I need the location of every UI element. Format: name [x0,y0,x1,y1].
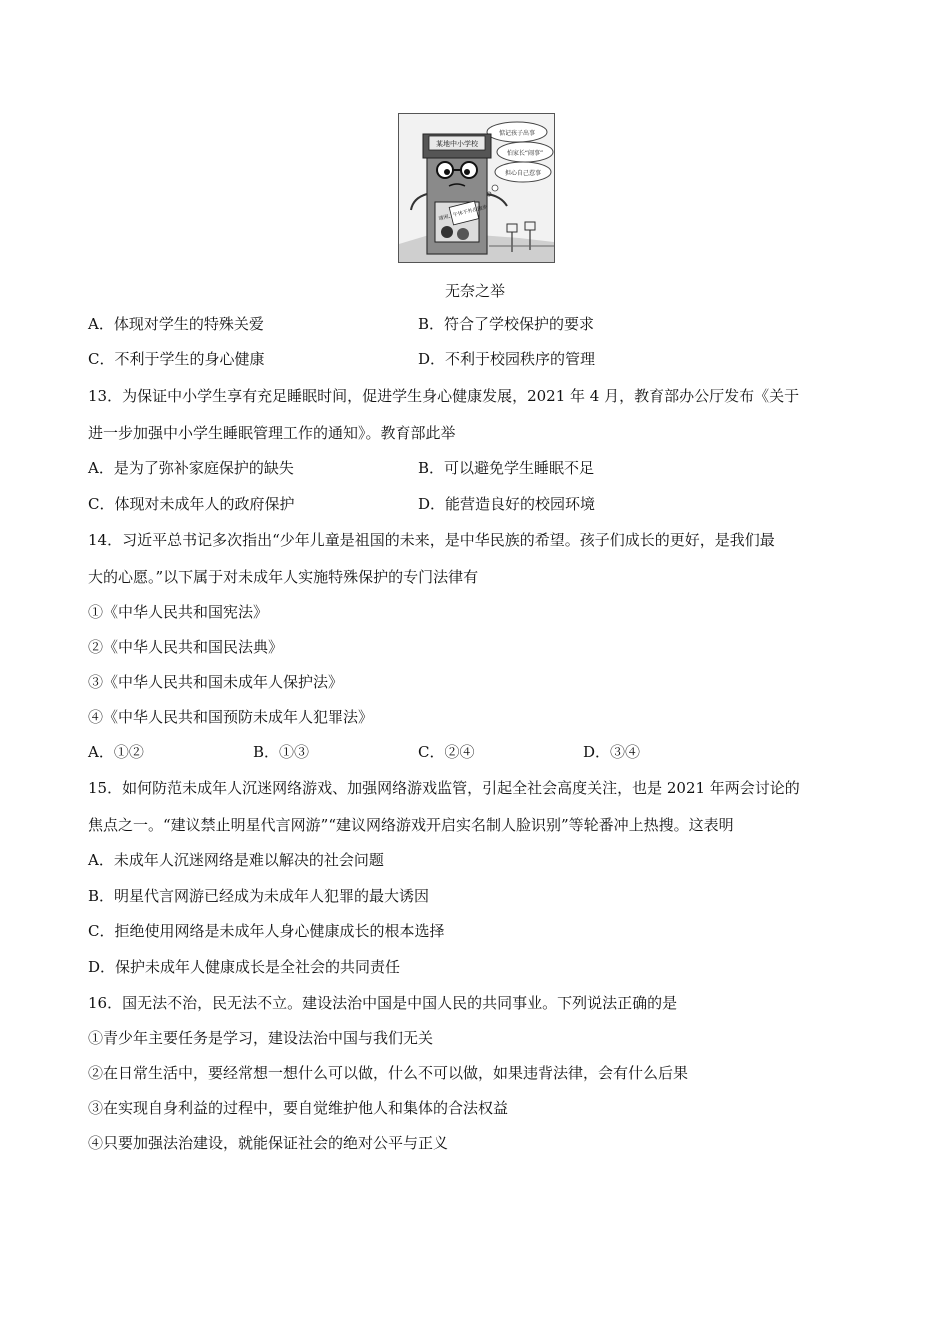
q12-option-b: B．符合了学校保护的要求 [418,315,595,333]
q12-option-d: D．不利于校园秩序的管理 [418,350,596,368]
q16-item-3: ③在实现自身利益的过程中，要自觉维护他人和集体的合法权益 [88,1099,509,1117]
bubble-text-3: 担心自己惹事 [504,170,542,177]
notice-text: 请闲、午休不外出跑步 [438,204,489,223]
q14-option-c: C．②④ [418,743,475,761]
school-guard-illustration [399,114,554,262]
q15-option-a: A．未成年人沉迷网络是难以解决的社会问题 [88,851,384,869]
q13-option-a: A．是为了弥补家庭保护的缺失 [88,459,294,477]
q13-stem-line-1: 13．为保证中小学生享有充足睡眠时间，促进学生身心健康发展，2021 年 4 月，教育部办公厅发布《关于 [88,387,800,405]
q14-item-3: ③《中华人民共和国未成年人保护法》 [88,673,344,691]
q12-option-c: C．不利于学生的身心健康 [88,350,265,368]
q13-option-c: C．体现对未成年人的政府保护 [88,495,295,513]
cartoon-figure [398,113,555,263]
q16-item-1: ①青少年主要任务是学习，建设法治中国与我们无关 [88,1029,434,1047]
bubble-text-1: 惦记孩子出事 [498,130,536,137]
q15-option-c: C．拒绝使用网络是未成年人身心健康成长的根本选择 [88,922,445,940]
q14-option-a: A．①② [88,743,144,761]
q14-option-d: D．③④ [583,743,641,761]
figure-caption: 无奈之举 [444,282,505,300]
q16-item-2: ②在日常生活中，要经常想一想什么可以做，什么不可以做，如果违背法律，会有什么后果 [88,1064,689,1082]
q13-option-b: B．可以避免学生睡眠不足 [418,459,595,477]
q15-stem-line-1: 15．如何防范未成年人沉迷网络游戏、加强网络游戏监管，引起全社会高度关注，也是 2021 年两会讨论的 [88,779,800,797]
q15-stem-line-2: 焦点之一。“建议禁止明星代言网游”“建议网络游戏开启实名制人脸识别”等轮番冲上热搜。这表明 [88,816,734,834]
q14-item-4: ④《中华人民共和国预防未成年人犯罪法》 [88,708,374,726]
q16-stem-line-1: 16．国无法不治，民无法不立。建设法治中国是中国人民的共同事业。下列说法正确的是 [88,994,678,1012]
q13-option-d: D．能营造良好的校园环境 [418,495,596,513]
q13-stem-line-2: 进一步加强中小学生睡眠管理工作的通知》。教育部此举 [88,424,456,442]
q15-option-d: D．保护未成年人健康成长是全社会的共同责任 [88,958,401,976]
q16-item-4: ④只要加强法治建设，就能保证社会的绝对公平与正义 [88,1134,449,1152]
school-sign-text: 某地中小学校 [436,140,478,148]
q15-option-b: B．明星代言网游已经成为未成年人犯罪的最大诱因 [88,887,430,905]
q14-stem-line-2: 大的心愿。”以下属于对未成年人实施特殊保护的专门法律有 [88,568,479,586]
q12-option-a: A．体现对学生的特殊关爱 [88,315,264,333]
q14-item-2: ②《中华人民共和国民法典》 [88,638,284,656]
bubble-text-2: 怕家长“闹事” [506,150,544,157]
q14-option-b: B．①③ [253,743,310,761]
q14-item-1: ①《中华人民共和国宪法》 [88,603,269,621]
q14-stem-line-1: 14．习近平总书记多次指出“少年儿童是祖国的未来，是中华民族的希望。孩子们成长的更好，是我们最 [88,531,775,549]
